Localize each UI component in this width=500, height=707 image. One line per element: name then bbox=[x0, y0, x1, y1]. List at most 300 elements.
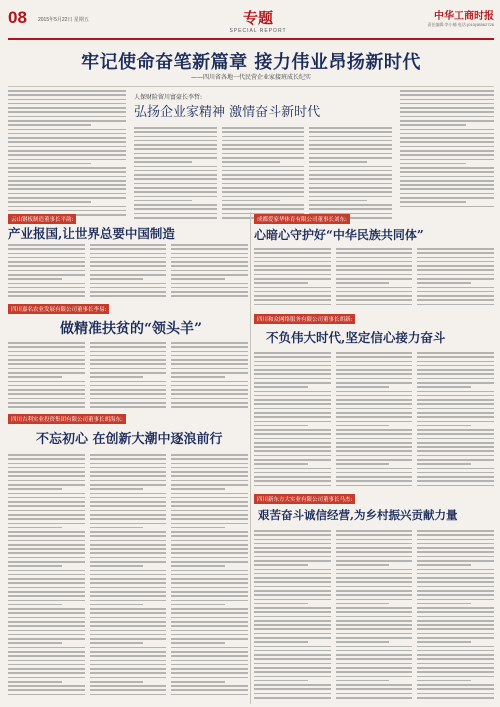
text-line bbox=[336, 416, 413, 418]
text-line bbox=[90, 291, 167, 293]
text-line bbox=[417, 633, 494, 635]
text-line bbox=[254, 671, 331, 673]
text-line bbox=[171, 385, 248, 387]
text-column bbox=[222, 127, 305, 223]
text-line bbox=[90, 535, 167, 537]
text-line bbox=[8, 248, 85, 250]
text-line bbox=[417, 438, 494, 440]
text-line bbox=[90, 565, 144, 567]
text-line bbox=[336, 433, 413, 435]
text-line bbox=[417, 463, 471, 465]
text-line bbox=[417, 616, 494, 618]
text-line bbox=[309, 191, 392, 193]
text-line bbox=[254, 646, 331, 648]
text-line bbox=[8, 493, 85, 495]
text-line bbox=[400, 193, 494, 195]
text-line bbox=[417, 590, 494, 592]
text-column bbox=[8, 244, 85, 304]
text-line bbox=[254, 252, 331, 254]
text-line bbox=[254, 412, 331, 414]
article-1-kicker: 人保财险留川富豪长李哲: bbox=[134, 94, 203, 101]
text-line bbox=[254, 650, 331, 652]
text-line bbox=[8, 406, 85, 408]
text-line bbox=[171, 505, 248, 507]
text-line bbox=[90, 672, 167, 674]
text-line bbox=[400, 154, 494, 156]
text-line bbox=[8, 141, 126, 143]
text-line bbox=[134, 208, 217, 210]
text-line bbox=[90, 518, 167, 520]
text-line bbox=[400, 124, 466, 126]
text-line bbox=[417, 365, 494, 367]
text-column bbox=[171, 342, 248, 412]
text-line bbox=[171, 389, 248, 391]
text-line bbox=[254, 697, 331, 699]
text-line bbox=[171, 642, 225, 644]
text-line bbox=[90, 642, 144, 644]
text-line bbox=[309, 140, 392, 142]
text-line bbox=[8, 540, 85, 542]
text-line bbox=[336, 641, 390, 643]
text-line bbox=[222, 178, 305, 180]
text-line bbox=[8, 612, 85, 614]
article-5-kicker: 四川和众网络服务有限公司董事长胡新: bbox=[254, 314, 355, 324]
text-line bbox=[90, 655, 167, 657]
text-line bbox=[171, 591, 248, 593]
text-line bbox=[254, 556, 331, 558]
text-line bbox=[8, 484, 85, 486]
text-line bbox=[90, 685, 167, 687]
text-line bbox=[8, 694, 85, 696]
text-line bbox=[400, 133, 494, 135]
text-line bbox=[134, 191, 217, 193]
article-7-headline: 艰苦奋斗诚信经营,为乡村振兴贡献力量 bbox=[258, 508, 458, 522]
text-line bbox=[417, 257, 494, 259]
text-line bbox=[90, 612, 167, 614]
text-line bbox=[309, 174, 392, 176]
text-line bbox=[171, 544, 248, 546]
text-line bbox=[254, 408, 331, 410]
text-line bbox=[8, 116, 126, 118]
text-line bbox=[336, 378, 413, 380]
text-line bbox=[134, 200, 192, 202]
section-title: 专题 bbox=[242, 9, 273, 27]
text-line bbox=[90, 591, 167, 593]
text-line bbox=[171, 578, 248, 580]
text-line bbox=[254, 684, 331, 686]
text-line bbox=[417, 637, 494, 639]
text-line bbox=[222, 196, 305, 198]
text-line bbox=[309, 183, 392, 185]
text-line bbox=[254, 628, 331, 630]
text-line bbox=[336, 654, 413, 656]
text-line bbox=[417, 573, 494, 575]
text-line bbox=[417, 282, 471, 284]
text-line bbox=[336, 564, 390, 566]
text-line bbox=[254, 442, 331, 444]
text-line bbox=[8, 463, 85, 465]
text-line bbox=[90, 625, 167, 627]
text-line bbox=[171, 497, 248, 499]
text-line bbox=[171, 270, 248, 272]
text-line bbox=[90, 557, 167, 559]
text-line bbox=[171, 368, 248, 370]
text-line bbox=[134, 136, 217, 138]
text-line bbox=[222, 140, 305, 142]
text-line bbox=[8, 638, 85, 640]
text-line bbox=[171, 651, 248, 653]
text-line bbox=[417, 693, 494, 695]
text-line bbox=[417, 408, 494, 410]
text-line bbox=[171, 681, 225, 683]
text-line bbox=[90, 381, 167, 383]
text-line bbox=[90, 471, 167, 473]
text-line bbox=[171, 565, 225, 567]
text-line bbox=[134, 153, 217, 155]
text-line bbox=[254, 287, 331, 289]
text-line bbox=[8, 480, 85, 482]
text-line bbox=[90, 454, 167, 456]
text-line bbox=[336, 291, 413, 293]
text-line bbox=[171, 694, 248, 696]
text-line bbox=[222, 166, 305, 168]
text-line bbox=[309, 148, 392, 150]
text-line bbox=[254, 688, 331, 690]
text-line bbox=[417, 611, 494, 613]
text-line bbox=[222, 191, 305, 193]
text-line bbox=[90, 458, 167, 460]
text-line bbox=[8, 548, 85, 550]
text-line bbox=[8, 600, 85, 602]
divider bbox=[8, 86, 494, 87]
text-line bbox=[90, 638, 167, 640]
text-line bbox=[417, 671, 494, 673]
text-line bbox=[90, 359, 167, 361]
text-line bbox=[171, 376, 225, 378]
text-line bbox=[417, 539, 494, 541]
text-line bbox=[417, 599, 494, 601]
text-line bbox=[417, 654, 494, 656]
text-line bbox=[171, 617, 248, 619]
text-line bbox=[171, 257, 248, 259]
text-line bbox=[90, 630, 167, 632]
text-line bbox=[90, 497, 167, 499]
text-line bbox=[417, 676, 494, 678]
text-line bbox=[90, 523, 167, 525]
text-line bbox=[400, 146, 494, 148]
text-line bbox=[8, 689, 85, 691]
text-line bbox=[417, 603, 471, 605]
article-4-headline: 做精准扶贫的“领头羊” bbox=[60, 321, 203, 337]
text-line bbox=[417, 543, 494, 545]
text-line bbox=[171, 291, 248, 293]
text-line bbox=[254, 248, 331, 250]
text-line bbox=[171, 582, 248, 584]
text-line bbox=[417, 624, 494, 626]
text-line bbox=[336, 676, 413, 678]
text-line bbox=[336, 459, 413, 461]
text-line bbox=[8, 355, 85, 357]
text-line bbox=[336, 543, 413, 545]
main-title: 牢记使命奋笔新篇章 接力伟业昂扬新时代 bbox=[81, 52, 421, 73]
text-line bbox=[8, 587, 85, 589]
article-2-kicker: 云山钢板制造董事长平韵: bbox=[8, 214, 76, 224]
text-line bbox=[254, 257, 331, 259]
text-line bbox=[171, 587, 248, 589]
text-line bbox=[336, 590, 413, 592]
text-line bbox=[90, 660, 167, 662]
text-line bbox=[90, 677, 167, 679]
text-line bbox=[90, 346, 167, 348]
text-line bbox=[336, 356, 413, 358]
text-line bbox=[171, 398, 248, 400]
text-line bbox=[8, 471, 85, 473]
text-line bbox=[171, 668, 248, 670]
text-line bbox=[8, 137, 126, 139]
text-line bbox=[417, 429, 494, 431]
text-line bbox=[134, 213, 217, 215]
text-line bbox=[171, 677, 248, 679]
text-line bbox=[171, 493, 248, 495]
text-line bbox=[417, 395, 494, 397]
text-line bbox=[8, 398, 85, 400]
text-line bbox=[90, 406, 167, 408]
text-line bbox=[309, 136, 392, 138]
text-line bbox=[417, 304, 494, 306]
text-line bbox=[254, 391, 331, 393]
text-line bbox=[309, 178, 392, 180]
text-line bbox=[254, 539, 331, 541]
text-line bbox=[254, 269, 331, 271]
text-line bbox=[336, 361, 413, 363]
text-line bbox=[171, 595, 248, 597]
text-line bbox=[8, 617, 85, 619]
text-line bbox=[336, 667, 413, 669]
text-line bbox=[90, 510, 167, 512]
text-line bbox=[171, 463, 248, 465]
text-line bbox=[8, 385, 85, 387]
text-line bbox=[336, 611, 413, 613]
text-line bbox=[171, 467, 248, 469]
text-line bbox=[254, 304, 331, 306]
text-line bbox=[254, 395, 331, 397]
text-line bbox=[8, 660, 85, 662]
text-line bbox=[171, 647, 248, 649]
text-line bbox=[254, 399, 331, 401]
text-line bbox=[8, 154, 126, 156]
text-line bbox=[171, 574, 248, 576]
text-line bbox=[8, 655, 85, 657]
text-line bbox=[8, 94, 126, 96]
text-line bbox=[90, 668, 167, 670]
text-line bbox=[171, 355, 248, 357]
text-line bbox=[171, 458, 248, 460]
text-line bbox=[417, 581, 494, 583]
text-line bbox=[254, 663, 331, 665]
text-line bbox=[8, 467, 85, 469]
text-line bbox=[417, 373, 494, 375]
text-line bbox=[8, 393, 85, 395]
article-2-headline: 产业报国,让世界总要中国制造 bbox=[8, 226, 175, 241]
text-column bbox=[8, 90, 126, 220]
text-line bbox=[8, 278, 62, 280]
text-line bbox=[90, 363, 167, 365]
text-line bbox=[417, 547, 494, 549]
text-line bbox=[90, 351, 167, 353]
text-line bbox=[8, 150, 126, 152]
text-line bbox=[8, 253, 85, 255]
text-line bbox=[171, 274, 248, 276]
text-line bbox=[336, 287, 413, 289]
text-line bbox=[400, 129, 494, 131]
text-line bbox=[254, 693, 331, 695]
text-line bbox=[309, 153, 392, 155]
text-column bbox=[8, 342, 85, 412]
text-line bbox=[417, 278, 494, 280]
text-line bbox=[336, 265, 413, 267]
divider bbox=[250, 212, 251, 704]
text-line bbox=[171, 561, 248, 563]
text-line bbox=[171, 454, 248, 456]
text-line bbox=[8, 180, 126, 182]
text-line bbox=[171, 552, 248, 554]
text-line bbox=[336, 688, 413, 690]
text-line bbox=[400, 107, 494, 109]
text-line bbox=[171, 660, 248, 662]
text-line bbox=[171, 480, 248, 482]
text-column bbox=[417, 352, 494, 492]
text-line bbox=[336, 680, 390, 682]
text-line bbox=[8, 501, 85, 503]
text-line bbox=[171, 672, 248, 674]
text-line bbox=[134, 196, 217, 198]
text-line bbox=[336, 569, 413, 571]
text-line bbox=[417, 352, 494, 354]
text-line bbox=[222, 161, 280, 163]
text-line bbox=[254, 633, 331, 635]
section-title-en: SPECIAL REPORT bbox=[229, 28, 287, 34]
text-line bbox=[254, 365, 331, 367]
text-line bbox=[90, 681, 144, 683]
text-line bbox=[134, 148, 217, 150]
text-line bbox=[417, 586, 494, 588]
text-line bbox=[171, 604, 225, 606]
text-line bbox=[171, 685, 248, 687]
text-line bbox=[90, 402, 167, 404]
text-line bbox=[8, 210, 126, 212]
text-line bbox=[171, 548, 248, 550]
text-line bbox=[336, 547, 413, 549]
text-line bbox=[400, 137, 494, 139]
text-line bbox=[134, 178, 217, 180]
text-line bbox=[8, 531, 85, 533]
text-line bbox=[90, 531, 167, 533]
text-line bbox=[400, 111, 494, 113]
text-line bbox=[8, 535, 85, 537]
text-line bbox=[336, 257, 413, 259]
text-column bbox=[336, 530, 413, 702]
text-line bbox=[400, 163, 466, 165]
text-line bbox=[171, 253, 248, 255]
text-line bbox=[90, 587, 167, 589]
text-line bbox=[134, 166, 217, 168]
text-line bbox=[8, 475, 85, 477]
text-line bbox=[222, 200, 280, 202]
text-line bbox=[90, 342, 167, 344]
text-column bbox=[254, 248, 331, 310]
text-line bbox=[8, 591, 85, 593]
text-line bbox=[336, 577, 413, 579]
text-line bbox=[222, 136, 305, 138]
text-line bbox=[171, 664, 248, 666]
text-line bbox=[336, 421, 413, 423]
text-line bbox=[171, 278, 225, 280]
text-line bbox=[8, 163, 91, 165]
text-line bbox=[417, 628, 494, 630]
text-line bbox=[90, 514, 167, 516]
text-line bbox=[8, 565, 62, 567]
text-line bbox=[336, 663, 413, 665]
text-line bbox=[90, 295, 167, 297]
text-line bbox=[254, 378, 331, 380]
text-line bbox=[254, 594, 331, 596]
text-line bbox=[254, 369, 331, 371]
text-line bbox=[336, 386, 390, 388]
text-line bbox=[171, 402, 248, 404]
article-5-headline: 不负伟大时代,坚定信心接力奋斗 bbox=[266, 330, 446, 345]
text-line bbox=[90, 488, 144, 490]
text-line bbox=[336, 261, 413, 263]
text-line bbox=[417, 442, 494, 444]
text-line bbox=[417, 667, 494, 669]
text-line bbox=[254, 265, 331, 267]
text-column bbox=[336, 352, 413, 492]
text-line bbox=[8, 133, 126, 135]
text-line bbox=[8, 651, 85, 653]
text-line bbox=[90, 244, 167, 246]
text-line bbox=[336, 556, 413, 558]
text-line bbox=[90, 527, 144, 529]
text-column bbox=[400, 90, 494, 212]
text-line bbox=[90, 501, 167, 503]
text-line bbox=[90, 248, 167, 250]
text-line bbox=[8, 505, 85, 507]
text-line bbox=[254, 421, 331, 423]
text-line bbox=[417, 530, 494, 532]
text-line bbox=[336, 446, 413, 448]
text-line bbox=[222, 174, 305, 176]
text-line bbox=[8, 167, 126, 169]
text-line bbox=[336, 684, 413, 686]
text-column bbox=[90, 342, 167, 412]
text-column bbox=[417, 248, 494, 310]
text-line bbox=[8, 372, 85, 374]
text-line bbox=[336, 295, 413, 297]
text-line bbox=[171, 514, 248, 516]
text-line bbox=[90, 480, 167, 482]
text-line bbox=[222, 153, 305, 155]
text-line bbox=[8, 257, 85, 259]
text-line bbox=[171, 625, 248, 627]
text-line bbox=[90, 651, 167, 653]
text-line bbox=[90, 463, 167, 465]
article-3-headline: 心暗心守护好“中华民族共同体” bbox=[254, 228, 424, 242]
text-line bbox=[336, 412, 413, 414]
text-line bbox=[8, 625, 85, 627]
text-line bbox=[8, 342, 85, 344]
intro-text bbox=[8, 90, 126, 220]
text-line bbox=[254, 485, 331, 487]
